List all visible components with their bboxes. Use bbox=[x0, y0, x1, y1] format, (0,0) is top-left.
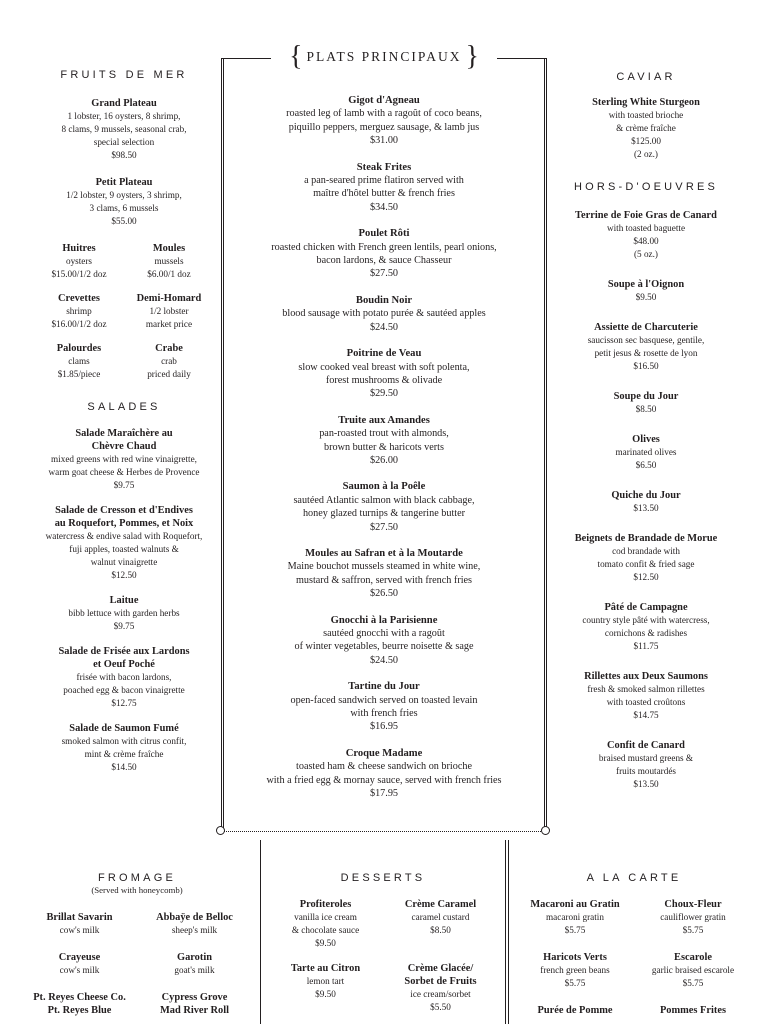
item-desc: honey glazed turnips & tangerine butter bbox=[302, 508, 466, 520]
item-name: Rillettes aux Deux Saumons bbox=[584, 671, 708, 682]
frame-top-left-rule bbox=[221, 58, 271, 59]
item-desc: lemon tart bbox=[306, 976, 345, 986]
item-desc: bibb lettuce with garden herbs bbox=[68, 608, 180, 618]
menu-item-row bbox=[268, 962, 498, 1014]
item-desc: ice cream/sorbet bbox=[410, 989, 471, 999]
menu-item-cell bbox=[516, 898, 634, 937]
item-desc: fruits moutardés bbox=[616, 766, 676, 776]
menu-item-gigot-d-agneau bbox=[226, 94, 542, 148]
item-price: $26.50 bbox=[369, 588, 398, 600]
item-name: Moules bbox=[152, 243, 186, 254]
menu-item-cell bbox=[124, 242, 214, 281]
item-desc: bacon lardons, & sauce Chasseur bbox=[316, 255, 452, 267]
item-price: $9.75 bbox=[113, 621, 135, 631]
item-desc: 8 clams, 9 mussels, seasonal crab, bbox=[61, 124, 187, 134]
menu-item-cell bbox=[34, 292, 124, 331]
item-name: Profiteroles bbox=[299, 899, 352, 910]
item-name: Pt. Reyes Cheese Co. bbox=[33, 992, 126, 1003]
menu-item-demi-homard bbox=[124, 292, 214, 331]
menu-item-pt-reyes-cheese-co-pt-reyes-blue bbox=[22, 991, 137, 1017]
item-price: $6.00/1 doz bbox=[147, 269, 191, 279]
item-price: $17.95 bbox=[369, 788, 398, 800]
item-name: et Oeuf Poché bbox=[93, 659, 155, 670]
divider-right bbox=[505, 840, 506, 1024]
item-price: $34.50 bbox=[369, 201, 398, 213]
salades-list bbox=[34, 427, 214, 774]
item-desc: mustard & saffron, served with french fries bbox=[295, 574, 473, 586]
item-name: Terrine de Foie Gras de Canard bbox=[575, 210, 717, 221]
menu-item-row bbox=[34, 342, 214, 381]
menu-item-macaroni-au-gratin bbox=[516, 898, 634, 937]
menu-item-palourdes bbox=[34, 342, 124, 381]
item-name: Croque Madame bbox=[345, 747, 423, 759]
item-name: Chèvre Chaud bbox=[91, 441, 157, 452]
item-desc: cauliflower gratin bbox=[660, 912, 726, 922]
frame-right-border bbox=[544, 58, 545, 831]
left-column bbox=[34, 69, 214, 774]
item-name: Salade Maraîchère au bbox=[75, 428, 173, 439]
item-name: Macaroni au Gratin bbox=[530, 899, 620, 910]
menu-item-row bbox=[516, 1004, 752, 1017]
item-name: Sorbet de Fruits bbox=[404, 976, 477, 987]
item-desc: special selection bbox=[93, 137, 155, 147]
menu-item-poulet-roti bbox=[226, 227, 542, 281]
divider-left bbox=[260, 840, 261, 1024]
item-desc: with toasted croûtons bbox=[606, 697, 686, 707]
menu-item-truite-aux-amandes bbox=[226, 414, 542, 468]
menu-item-profiteroles bbox=[268, 898, 383, 950]
item-name: Cypress Grove bbox=[161, 992, 228, 1003]
menu-item-row bbox=[516, 951, 752, 990]
item-name: Poulet Rôti bbox=[358, 228, 410, 240]
item-desc: cod brandade with bbox=[612, 546, 680, 556]
item-name: Gigot d'Agneau bbox=[348, 95, 420, 106]
menu-item-row bbox=[516, 898, 752, 937]
menu-item-row bbox=[34, 292, 214, 331]
item-desc: with toasted brioche bbox=[608, 110, 684, 120]
item-desc: cornichons & radishes bbox=[604, 628, 688, 638]
item-name: Pt. Reyes Blue bbox=[47, 1005, 112, 1016]
item-name: Grand Plateau bbox=[91, 98, 157, 109]
item-desc: a pan-seared prime flatiron served with bbox=[304, 175, 464, 187]
item-price: $5.50 bbox=[430, 1002, 451, 1012]
menu-item-terrine-de-foie-gras-de-canard bbox=[553, 209, 739, 261]
item-desc: country style pâté with watercress, bbox=[582, 615, 710, 625]
item-desc: forest mushrooms & olivade bbox=[325, 374, 443, 386]
desserts-list bbox=[268, 898, 498, 1014]
menu-item-escarole bbox=[634, 951, 752, 990]
item-name: Garotin bbox=[176, 952, 213, 963]
desserts-section bbox=[268, 872, 498, 1014]
plats-principaux-list bbox=[226, 94, 542, 800]
item-price: $9.50 bbox=[315, 989, 336, 999]
item-name: Pâté de Campagne bbox=[604, 602, 688, 613]
menu-item-cypress-grove-mad-river-roll bbox=[137, 991, 252, 1017]
menu-item-cell bbox=[634, 951, 752, 990]
menu-item-salade-maraichere-au-chevre-chaud bbox=[34, 427, 214, 492]
item-price: $14.50 bbox=[111, 762, 137, 772]
item-desc: french green beans bbox=[540, 965, 610, 975]
menu-item-tartine-du-jour bbox=[226, 680, 542, 734]
fromage-list bbox=[22, 911, 252, 1017]
frame-corner-ornament-left bbox=[216, 826, 225, 835]
menu-item-row bbox=[22, 911, 252, 937]
menu-item-salade-de-frisee-aux-lardons-et-oeuf-poche bbox=[34, 645, 214, 710]
item-price: $16.50 bbox=[633, 361, 659, 371]
item-desc: braised mustard greens & bbox=[598, 753, 694, 763]
item-name: Choux-Fleur bbox=[664, 899, 722, 910]
menu-item-cell bbox=[268, 898, 383, 950]
menu-item-salade-de-saumon-fume bbox=[34, 722, 214, 774]
item-name: Brillat Savarin bbox=[46, 912, 113, 923]
menu-item-olives bbox=[553, 433, 739, 472]
menu-item-row bbox=[268, 898, 498, 950]
item-desc: maître d'hôtel butter & french fries bbox=[313, 188, 455, 200]
item-price: $6.50 bbox=[635, 460, 657, 470]
item-name: Salade de Frisée aux Lardons bbox=[58, 646, 190, 657]
menu-item-cell bbox=[124, 342, 214, 381]
item-price: $1.85/piece bbox=[57, 369, 101, 379]
menu-item-cell bbox=[34, 342, 124, 381]
item-price: $12.50 bbox=[633, 572, 659, 582]
menu-item-cell bbox=[22, 951, 137, 977]
menu-item-laitue bbox=[34, 594, 214, 633]
item-desc: vanilla ice cream bbox=[294, 912, 357, 922]
item-price: $13.50 bbox=[633, 779, 659, 789]
menu-item-croque-madame bbox=[226, 747, 542, 801]
a-la-carte-heading: A LA CARTE bbox=[586, 872, 682, 884]
item-name: Purée de Pomme bbox=[537, 1005, 613, 1016]
plats-principaux-heading bbox=[270, 41, 498, 72]
menu-item-soupe-du-jour bbox=[553, 390, 739, 416]
menu-item-cell bbox=[383, 898, 498, 950]
menu-item-cell bbox=[137, 951, 252, 977]
item-desc: brown butter & haricots verts bbox=[324, 441, 444, 453]
item-name: Crème Caramel bbox=[404, 899, 477, 910]
menu-item-grand-plateau bbox=[34, 97, 214, 162]
item-desc: mixed greens with red wine vinaigrette, bbox=[51, 454, 197, 464]
item-name: Demi-Homard bbox=[136, 293, 202, 304]
item-name: Steak Frites bbox=[356, 161, 412, 173]
item-price: $5.75 bbox=[564, 978, 586, 988]
item-name: Haricots Verts bbox=[543, 952, 607, 963]
item-desc: fuji apples, toasted walnuts & bbox=[69, 544, 179, 554]
item-desc: sautéed gnocchi with a ragoût bbox=[323, 628, 445, 639]
item-price: priced daily bbox=[147, 369, 191, 379]
item-name: Huitres bbox=[62, 243, 96, 254]
item-name: Gnocchi à la Parisienne bbox=[330, 614, 438, 626]
fromage-heading: FROMAGE bbox=[97, 872, 176, 884]
item-desc: with toasted baguette bbox=[606, 223, 686, 233]
item-price: $31.00 bbox=[369, 135, 398, 147]
item-desc: walnut vinaigrette bbox=[90, 557, 158, 567]
item-desc: sautéed Atlantic salmon with black cabbage, bbox=[293, 494, 475, 506]
brace-right-ornament: } bbox=[465, 41, 479, 72]
item-desc: smoked salmon with citrus confit, bbox=[61, 736, 187, 746]
item-name: Escarole bbox=[674, 952, 712, 963]
item-name: Crème Glacée/ bbox=[407, 963, 474, 974]
menu-item-boudin-noir bbox=[226, 294, 542, 334]
item-desc: with french fries bbox=[350, 708, 418, 720]
item-price: $98.50 bbox=[111, 150, 137, 160]
item-desc: crab bbox=[161, 356, 177, 366]
item-price: market price bbox=[145, 319, 193, 329]
menu-item-cell bbox=[516, 1004, 634, 1017]
item-price: $24.50 bbox=[369, 321, 398, 333]
item-desc: blood sausage with potato purée & sautéed apples bbox=[282, 308, 486, 320]
menu-item-creme-caramel bbox=[383, 898, 498, 937]
menu-item-huitres bbox=[34, 242, 124, 281]
menu-item-row bbox=[34, 242, 214, 281]
item-desc: cow's milk bbox=[59, 965, 100, 975]
frame-left-border bbox=[221, 58, 222, 831]
item-desc: piquillo peppers, merguez sausage, & lamb jus bbox=[288, 121, 480, 133]
fruits-de-mer-pairs bbox=[34, 242, 214, 381]
menu-item-salade-de-cresson-et-d-endives-au-roquefort-pommes-et-noix bbox=[34, 504, 214, 582]
menu-item-abbaye-de-belloc bbox=[137, 911, 252, 937]
item-desc: caramel custard bbox=[411, 912, 470, 922]
item-name: Tartine du Jour bbox=[348, 681, 420, 693]
salades-heading: SALADES bbox=[87, 401, 161, 413]
item-desc: 3 clams, 6 mussels bbox=[89, 203, 159, 213]
brace-left-ornament: { bbox=[289, 41, 303, 72]
menu-item-caviar bbox=[553, 96, 739, 161]
item-desc: of winter vegetables, beurre noisette & sage bbox=[294, 641, 474, 653]
item-desc: tomato confit & fried sage bbox=[597, 559, 695, 569]
item-name: Salade de Cresson et d'Endives bbox=[55, 505, 193, 516]
item-desc: roasted leg of lamb with a ragoût of coco beans, bbox=[286, 108, 482, 120]
item-price: $13.50 bbox=[633, 503, 659, 513]
item-desc: sheep's milk bbox=[171, 925, 218, 935]
item-price: $8.50 bbox=[430, 925, 451, 935]
fromage-section bbox=[22, 872, 252, 1017]
item-desc: & crème fraîche bbox=[616, 123, 676, 133]
item-desc: roasted chicken with French green lentils, pearl onions, bbox=[271, 241, 497, 253]
item-price: $29.50 bbox=[369, 388, 398, 400]
item-desc: toasted ham & cheese sandwich on brioche bbox=[296, 761, 472, 773]
menu-item-cell bbox=[137, 991, 252, 1017]
item-desc: & chocolate sauce bbox=[291, 925, 360, 935]
menu-item-quiche-du-jour bbox=[553, 489, 739, 515]
item-price: $27.50 bbox=[369, 268, 398, 280]
menu-item-creme-glacee-sorbet-de-fruits bbox=[383, 962, 498, 1014]
item-desc: marinated olives bbox=[615, 447, 677, 457]
item-price: $27.50 bbox=[369, 521, 398, 533]
right-column bbox=[553, 71, 739, 791]
item-desc: mint & crème fraîche bbox=[84, 749, 164, 759]
item-name: Crabe bbox=[155, 343, 183, 354]
item-desc: with a fried egg & mornay sauce, served with french fries bbox=[266, 774, 502, 786]
menu-item-crevettes bbox=[34, 292, 124, 331]
item-desc: garlic braised escarole bbox=[651, 965, 735, 975]
item-name: Sterling White Sturgeon bbox=[592, 97, 700, 108]
menu-item-cell bbox=[634, 1004, 752, 1017]
menu-item-tarte-au-citron bbox=[268, 962, 383, 1001]
menu-item-cell bbox=[22, 911, 137, 937]
menu-item-cell bbox=[137, 911, 252, 937]
item-desc: macaroni gratin bbox=[546, 912, 604, 922]
menu-item-garotin bbox=[137, 951, 252, 977]
item-desc: slow cooked veal breast with soft polenta, bbox=[298, 361, 470, 373]
item-price: $12.50 bbox=[111, 570, 137, 580]
item-price: $14.75 bbox=[633, 710, 659, 720]
menu-item-assiette-de-charcuterie bbox=[553, 321, 739, 373]
item-desc: pan-roasted trout with almonds, bbox=[319, 428, 449, 440]
item-name: Poitrine de Veau bbox=[346, 348, 422, 360]
item-name: Petit Plateau bbox=[95, 177, 153, 188]
item-desc: fresh & smoked salmon rillettes bbox=[587, 684, 705, 694]
hors-doeuvres-list bbox=[553, 209, 739, 791]
menu-item-cell bbox=[124, 292, 214, 331]
menu-item-haricots-verts bbox=[516, 951, 634, 990]
item-desc: saucisson sec basquese, gentile, bbox=[587, 335, 705, 345]
item-price: $26.00 bbox=[369, 454, 398, 466]
item-desc: watercress & endive salad with Roquefort, bbox=[45, 531, 203, 541]
item-desc: clams bbox=[68, 356, 90, 366]
item-name: Soupe à l'Oignon bbox=[607, 279, 685, 290]
item-price: $16.00/1/2 doz bbox=[51, 319, 107, 329]
item-name: Crayeuse bbox=[58, 952, 101, 963]
item-name: Olives bbox=[632, 434, 660, 445]
fruits-de-mer-heading: FRUITS DE MER bbox=[60, 69, 188, 81]
menu-item-steak-frites bbox=[226, 161, 542, 215]
item-name: Beignets de Brandade de Morue bbox=[574, 533, 718, 544]
item-price: $16.95 bbox=[369, 721, 398, 733]
item-price-note: (5 oz.) bbox=[634, 249, 658, 259]
menu-item-cell bbox=[268, 962, 383, 1014]
item-price: $48.00 bbox=[633, 236, 659, 246]
menu-item-cell bbox=[22, 991, 137, 1017]
item-name: Boudin Noir bbox=[355, 294, 413, 306]
plats-principaux-section bbox=[226, 84, 542, 800]
menu-item-cell bbox=[634, 898, 752, 937]
item-price: $125.00 bbox=[631, 136, 661, 146]
menu-item-row bbox=[22, 951, 252, 977]
item-name: Assiette de Charcuterie bbox=[594, 322, 698, 333]
item-price-note: (2 oz.) bbox=[634, 149, 658, 159]
item-desc: shrimp bbox=[66, 306, 92, 316]
item-price: $11.75 bbox=[633, 641, 659, 651]
menu-item-cell bbox=[516, 951, 634, 990]
menu-item-cell bbox=[383, 962, 498, 1014]
item-price: $8.50 bbox=[635, 404, 657, 414]
item-price: $12.75 bbox=[111, 698, 137, 708]
item-desc: oysters bbox=[65, 256, 93, 266]
menu-item-pate-de-campagne bbox=[553, 601, 739, 653]
item-name: Crevettes bbox=[58, 293, 100, 304]
item-name: Soupe du Jour bbox=[613, 391, 679, 402]
menu-item-petit-plateau bbox=[34, 176, 214, 228]
item-price: $5.75 bbox=[564, 925, 586, 935]
menu-item-pommes-frites bbox=[634, 1004, 752, 1017]
a-la-carte-list bbox=[516, 898, 752, 1017]
a-la-carte-section bbox=[516, 872, 752, 1017]
item-desc: open-faced sandwich served on toasted levain bbox=[290, 694, 478, 706]
item-name: Confit de Canard bbox=[607, 740, 685, 751]
item-name: Laitue bbox=[109, 595, 139, 606]
item-desc: mussels bbox=[154, 256, 184, 266]
menu-item-choux-fleur bbox=[634, 898, 752, 937]
menu-item-rillettes-aux-deux-saumons bbox=[553, 670, 739, 722]
menu-item-crabe bbox=[124, 342, 214, 381]
item-desc: poached egg & bacon vinaigrette bbox=[63, 685, 185, 695]
item-name: Saumon à la Poêle bbox=[342, 481, 426, 493]
menu-item-saumon-a-la-poele bbox=[226, 480, 542, 534]
item-price: $55.00 bbox=[111, 216, 137, 226]
item-price: $5.75 bbox=[682, 978, 704, 988]
plats-principaux-title: PLATS PRINCIPAUX bbox=[306, 49, 462, 64]
item-name: Palourdes bbox=[56, 343, 102, 354]
item-price: $15.00/1/2 doz bbox=[51, 269, 107, 279]
menu-item-soupe-a-l-oignon bbox=[553, 278, 739, 304]
frame-bottom-rule bbox=[223, 831, 545, 832]
menu-item-puree-de-pomme bbox=[516, 1004, 634, 1017]
item-desc: Maine bouchot mussels steamed in white wine, bbox=[287, 561, 481, 573]
item-price: $9.75 bbox=[113, 480, 135, 490]
menu-item-poitrine-de-veau bbox=[226, 347, 542, 401]
item-desc: warm goat cheese & Herbes de Provence bbox=[48, 467, 200, 477]
item-price: $5.75 bbox=[682, 925, 704, 935]
item-desc: goat's milk bbox=[174, 965, 215, 975]
item-price: $24.50 bbox=[369, 654, 398, 666]
item-price: $9.50 bbox=[315, 938, 336, 948]
menu-item-beignets-de-brandade-de-morue bbox=[553, 532, 739, 584]
item-name: Tarte au Citron bbox=[290, 963, 361, 974]
frame-corner-ornament-right bbox=[541, 826, 550, 835]
desserts-heading: DESSERTS bbox=[340, 872, 426, 884]
item-name: Salade de Saumon Fumé bbox=[69, 723, 179, 734]
item-name: Pommes Frites bbox=[659, 1005, 727, 1016]
item-desc: cow's milk bbox=[59, 925, 100, 935]
menu-item-brillat-savarin bbox=[22, 911, 137, 937]
item-desc: frisée with bacon lardons, bbox=[76, 672, 172, 682]
hors-doeuvres-heading: HORS-D'OEUVRES bbox=[573, 181, 719, 193]
item-name: au Roquefort, Pommes, et Noix bbox=[54, 518, 194, 529]
item-price: $9.50 bbox=[635, 292, 657, 302]
menu-item-crayeuse bbox=[22, 951, 137, 977]
menu-item-row bbox=[22, 991, 252, 1017]
item-desc: petit jesus & rosette de lyon bbox=[594, 348, 698, 358]
menu-item-confit-de-canard bbox=[553, 739, 739, 791]
fromage-subtitle: (Served with honeycomb) bbox=[91, 885, 183, 895]
item-name: Abbaÿe de Belloc bbox=[156, 912, 233, 923]
item-desc: 1/2 lobster, 9 oysters, 3 shrimp, bbox=[66, 190, 182, 200]
menu-item-gnocchi-a-la-parisienne bbox=[226, 614, 542, 668]
item-name: Truite aux Amandes bbox=[338, 414, 430, 426]
item-desc: 1/2 lobster bbox=[149, 306, 189, 316]
menu-item-cell bbox=[34, 242, 124, 281]
item-name: Mad River Roll bbox=[159, 1005, 230, 1016]
item-name: Quiche du Jour bbox=[611, 490, 681, 501]
caviar-heading: CAVIAR bbox=[616, 71, 676, 83]
item-desc: 1 lobster, 16 oysters, 8 shrimp, bbox=[67, 111, 181, 121]
menu-item-moules-au-safran-et-a-la-moutarde bbox=[226, 547, 542, 601]
menu-item-moules bbox=[124, 242, 214, 281]
item-name: Moules au Safran et à la Moutarde bbox=[305, 547, 463, 559]
frame-top-right-rule bbox=[497, 58, 547, 59]
